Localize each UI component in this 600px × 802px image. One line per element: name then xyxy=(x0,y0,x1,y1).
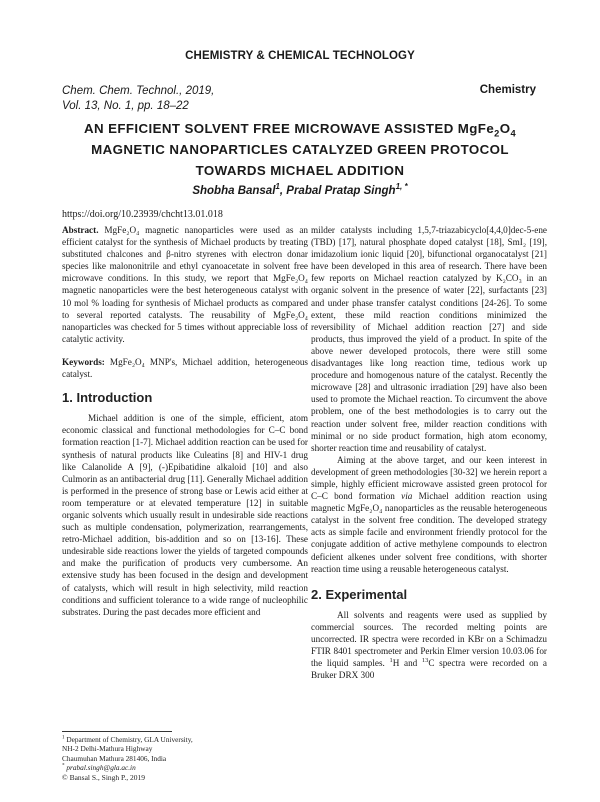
copyright: © Bansal S., Singh P., 2019 xyxy=(62,772,146,782)
abstract-label: Abstract. xyxy=(62,225,99,235)
author-1: Shobha Bansal xyxy=(192,185,276,197)
footnote-divider xyxy=(62,731,172,732)
title-line-2: MAGNETIC NANOPARTICLES CATALYZED GREEN PROTOCOL xyxy=(91,142,509,157)
right-column xyxy=(311,224,547,681)
section-heading-introduction: 1. Introduction xyxy=(62,390,153,406)
journal-name: CHEMISTRY & CHEMICAL TECHNOLOGY xyxy=(185,50,415,62)
introduction-paragraph-1: Michael addition is one of the simple, efficient, atom economic classical and functional methodologies for C–C bond formation reaction [1-7]. Michael addition reaction can be used for synthesis of natural products like Culeatins [8] and HIV-1 drug like Calanolide A [9], (-)Epibatidine alkaloid [10] and also Culmorin as an antibacterial drug [11]. Generally Michael addition is performed in the presence of strong base or Lewis acid either at room temperature or at elevated temperature [12] in suitable organic solvents which usually result in undesirable side reactions such as multiple condensation, polymerization, rearrangements, retro-Michael addition, bis-addition and so on [13-16]. These undesirable side reactions lower the yields of targeted compounds and make the purification of products very cumbersome. An extensive study has been focused in the design and development of catalysts, which will result in high selectivity, mild reaction conditions and sufficient tolerance to a wide range of nucleophilic substrates. During the past decades more efficient and xyxy=(62,413,308,617)
title-line-3: TOWARDS MICHAEL ADDITION xyxy=(195,163,405,178)
corresponding-email[interactable]: * prabal.singh@gla.ac.in xyxy=(62,762,136,773)
affiliation-line-1: $^1$ Department of Chemistry, GLA University, xyxy=(62,734,193,744)
introduction-paragraph-2: Aiming at the above target, and our keen interest in development of green methodologies [30-32] we herein report a simple, highly efficient microwave assisted green protocol for C–C bond formation via Michael addition reaction using magnetic MgFe₂O₄ nanoparticles as the reusable heterogeneous catalyst in the solvent free condition. The developed strategy acts as simple facile and environment friendly protocol for the conjugate addition of active methylene compounds to electron deficient alkenes under solvent free conditions, with shorter reaction time using a reusable heterogeneous catalyst. xyxy=(311,454,547,574)
keywords-text: MgFe₂O₄ MNP's, Michael addition, heterogeneous catalyst. xyxy=(62,356,308,380)
abstract xyxy=(62,224,308,345)
paper-title xyxy=(60,118,540,181)
section-label: Chemistry xyxy=(479,84,536,96)
abstract-text: MgFe₂O₄ magnetic nanoparticles were used as an efficient catalyst for the synthesis of Michael products by treating substituted chalcones and β-nitro styrenes with electron donar species like malononitrile and ethyl cyanoacetate in solvent free microwave conditions. In this study, we report that MgFe₂O₄ magnetic nanoparticles were the best heterogeneous catalyst with 10 mol % loading for synthesis of Michael products as compared to several reported catalysts. The reusability of MgFe₂O₄ nanoparticles was checked for 5 times without appreciable loss of catalytic activity. xyxy=(62,225,308,344)
keywords xyxy=(62,356,308,380)
citation-line-1: Chem. Chem. Technol., 2019, xyxy=(62,85,215,97)
footnotes xyxy=(62,735,302,782)
citation-block xyxy=(62,84,214,114)
author-list: Shobha Bansal$^1$, Prabal Pratap Singh$^{1, *}$ xyxy=(192,182,408,197)
doi-link[interactable]: https://doi.org/10.23939/chcht13.01.018 xyxy=(62,209,223,220)
affiliation-line-2: NH-2 Delhi-Mathura Highway xyxy=(62,744,153,754)
keywords-label: Keywords: xyxy=(62,356,105,367)
affiliation-line-3: Chaumuhan Mathura 281406, India xyxy=(62,753,167,763)
citation-line-2: Vol. 13, No. 1, pp. 18–22 xyxy=(62,100,189,112)
left-column xyxy=(62,224,308,618)
author-2: Prabal Pratap Singh xyxy=(286,185,396,197)
introduction-paragraph-1-continued: milder catalysts including 1,5,7-triazabicyclo[4,4,0]dec-5-ene (TBD) [17], natural phosphate doped catalyst [18], SmI₂ [19], imidazolium ionic liquid [20], bifunctional organocatalyst [21] have been developed in this area of research. There have been few reports on Michael reaction catalyzed by K₂CO₃ in an organic solvent in the presence of water [22], surfactants [23] and under phase transfer catalyst conditions [24-26]. To some extent, these mild reaction conditions minimized the reversibility of Michael addition reaction [27] and side products, thus improved the yield of a product. In spite of the above newer developed protocols, there were still some disadvantages like long reaction time, tedious work up procedure and homogenous nature of the catalyst. Recently the microwave [28] and ultrasonic irradiation [29] have also been used to promote the Michael reaction. To circumvent the above problem, one of the best methodologies is to carry out the reaction under solvent free, milder reaction conditions with minimal or no side product formation, high atom economy, shorter reaction time and reusability of catalyst. xyxy=(311,225,547,453)
title-line-1: AN EFFICIENT SOLVENT FREE MICROWAVE ASSISTED $MgFe_2O_4$ xyxy=(83,121,517,139)
experimental-paragraph-1: All solvents and reagents were used as supplied by commercial sources. The recorded melting points are uncorrected. IR spectra were recorded in KBr on a Schimadzu FTIR 8401 spectrometer and Perkin Elmer version 10.03.06 for the liquid samples. $^1$H and $^{13}$C spectra were recorded on a Bruker DRX 300 xyxy=(311,609,547,681)
section-heading-experimental: 2. Experimental xyxy=(311,586,408,602)
